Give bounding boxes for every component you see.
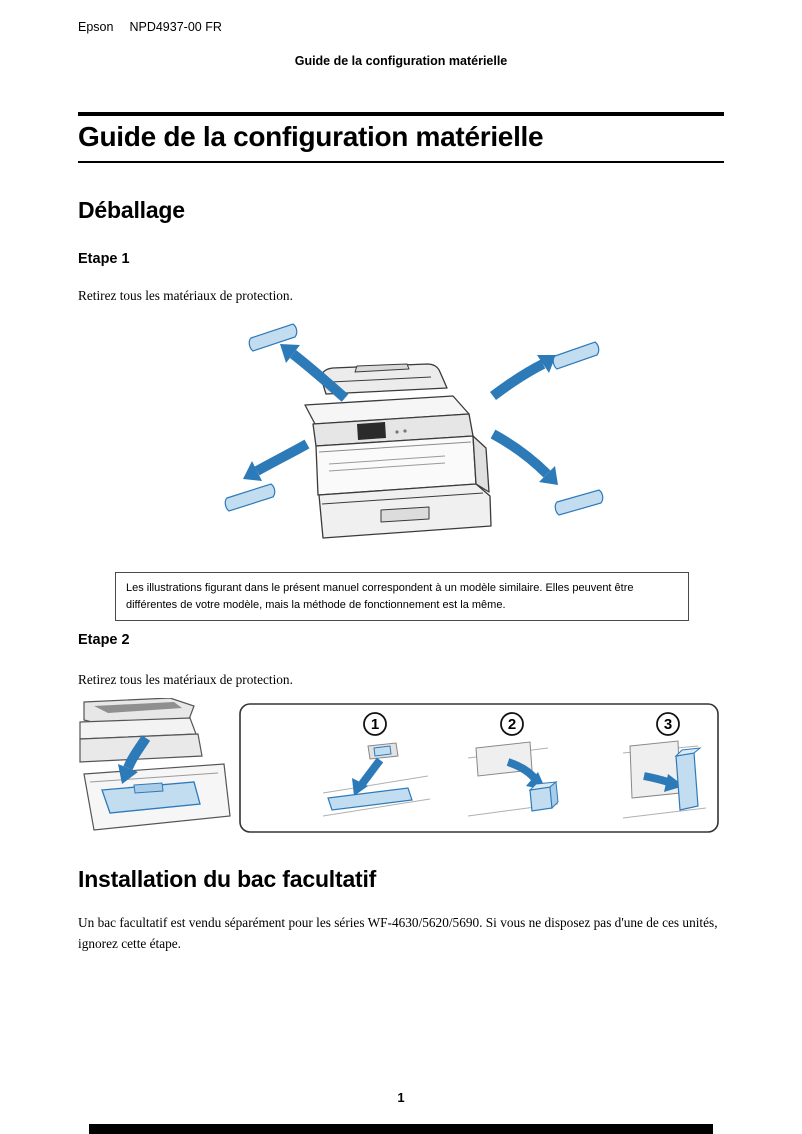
section-heading-deballage: Déballage bbox=[78, 197, 185, 223]
header-meta bbox=[78, 20, 222, 34]
installation-body: Un bac facultatif est vendu séparément pour les séries WF-4630/5620/5690. Si vous ne disposez pas d'une de ces unités, ignorez cette étape. bbox=[78, 915, 718, 952]
title-block bbox=[78, 112, 724, 163]
unpacking-illustration bbox=[195, 312, 615, 567]
doc-id-label: NPD4937-00 FR bbox=[129, 20, 222, 34]
brand-label: Epson bbox=[78, 20, 114, 34]
cassette-steps-illustration bbox=[78, 698, 723, 838]
subheading-etape2: Etape 2 bbox=[78, 632, 130, 648]
subheading-etape1: Etape 1 bbox=[78, 251, 130, 267]
figure-cassette-steps bbox=[78, 698, 723, 838]
bottom-bar bbox=[89, 1124, 713, 1134]
figure-unpacking bbox=[195, 312, 615, 567]
page-number: 1 bbox=[397, 1090, 405, 1105]
step-2-number: 2 bbox=[507, 716, 517, 733]
etape1-body: Retirez tous les matériaux de protection. bbox=[78, 288, 293, 303]
printer-closeup bbox=[80, 698, 230, 830]
step-1-number: 1 bbox=[370, 716, 380, 733]
etape2-body: Retirez tous les matériaux de protection. bbox=[78, 672, 293, 687]
running-title: Guide de la configuration matérielle bbox=[294, 54, 508, 68]
page-title: Guide de la configuration matérielle bbox=[78, 121, 544, 152]
note-box: Les illustrations figurant dans le présent manuel correspondent à un modèle similaire. Elles peuvent être différentes de votre modèle, mais la méthode de fonctionnement est la même. bbox=[115, 572, 689, 621]
step-3-number: 3 bbox=[663, 716, 673, 733]
section-heading-installation: Installation du bac facultatif bbox=[78, 866, 377, 892]
